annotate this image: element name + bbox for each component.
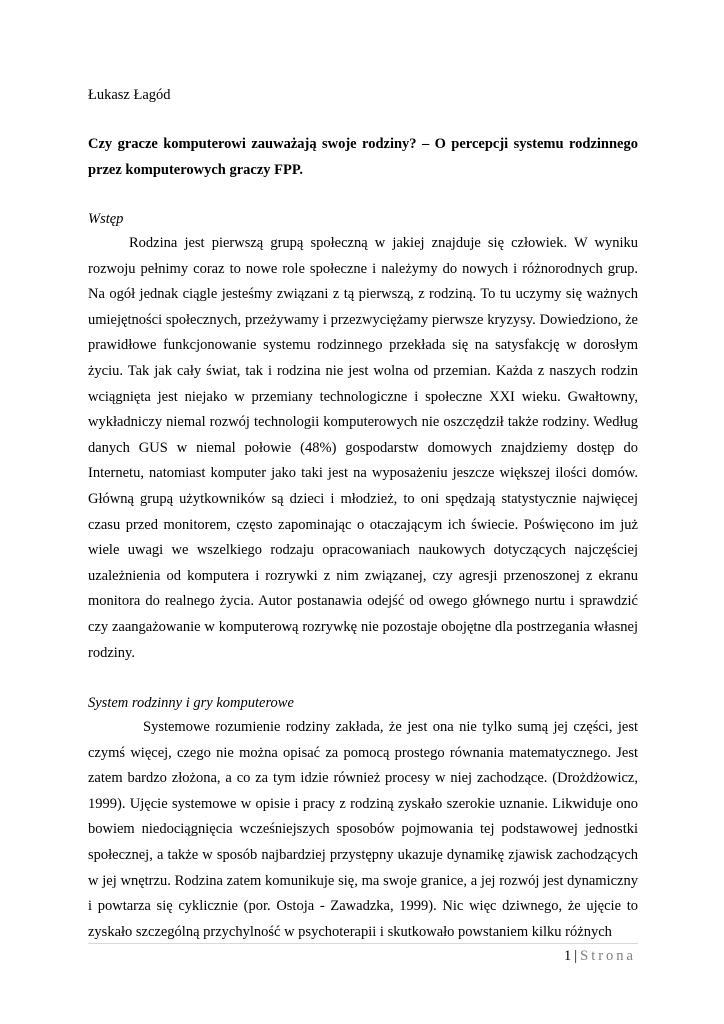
page-content [88,83,638,945]
document-title: Czy gracze komputerowi zauważają swoje rodziny? – O percepcji systemu rodzinnego przez komputerowych graczy FPP. [88,136,638,178]
section-heading-intro: Wstęp [88,211,124,227]
section-paragraph-system: Systemowe rozumienie rodziny zakłada, że jest ona nie tylko sumą jej części, jest czymś więcej, czego nie można opisać za pomocą prostego równania matematycznego. Jest zatem bardzo złożona, a co za tym idzie również procesy w niej zachodzące. (Drożdżowicz, 1999). Ujęcie systemowe w opisie i pracy z rodziną zyskało szerokie uznanie. Likwiduje ono bowiem niedociągnięcia wcześniejszych sposobów pojmowania tej podstawowej jednostki społecznej, a także w sposób najbardziej przystępny ukazuje dynamikę zjawisk zachodzących w jej wnętrzu. Rodzina zatem komunikuje się, ma swoje granice, a jej rozwój jest dynamiczny i powtarza się cyklicznie (por. Ostoja - Zawadzka, 1999). Nic więc dziwnego, że ujęcie to zyskało szczególną przychylność w psychoterapii i skutkowało powstaniem kilku różnych [88,719,638,940]
footer-page-label: Strona [580,948,636,964]
page-number: 1 [563,948,572,964]
page-footer [564,946,636,966]
author-name: Łukasz Łagód [88,87,171,103]
footer-separator: | [574,948,578,964]
footer-divider [88,943,638,944]
section-heading-system: System rodzinny i gry komputerowe [88,695,294,712]
section-paragraph-intro: Rodzina jest pierwszą grupą społeczną w jakiej znajduje się człowiek. W wyniku rozwoju pełnimy coraz to nowe role społeczne i należymy do nowych i różnorodnych grup. Na ogół jednak ciągle jesteśmy związani z tą pierwszą, z rodziną. To tu uczymy się ważnych umiejętności społecznych, przeżywamy i przezwyciężamy pierwsze kryzysy. Dowiedziono, że prawidłowe funkcjonowanie systemu rodzinnego przekłada się na satysfakcję w dorosłym życiu. Tak jak cały świat, tak i rodzina nie jest wolna od przemian. Każda z naszych rodzin wciągnięta jest niejako w przemiany technologiczne i społeczne XXI wieku. Gwałtowny, wykładniczy niemal rozwój technologii komputerowych nie oszczędził także rodziny. Według danych GUS w niemal połowie (48%) gospodarstw domowych znajdziemy dostęp do Internetu, natomiast komputer jako taki jest na wyposażeniu jeszcze większej ilości domów. Główną grupą użytkowników są dzieci i młodzież, to oni spędzają statystycznie najwięcej czasu przed monitorem, często zapominając o otaczającym ich świecie. Poświęcono im już wiele uwagi we wszelkiego rodzaju opracowaniach naukowych dotyczących najczęściej uzależnienia od komputera i rozrywki z nim związanej, czy agresji przenoszonej z ekranu monitora do realnego życia. Autor postanawia odejść od owego głównego nurtu i sprawdzić czy zaangażowanie w komputerową rozrywkę nie pozostaje obojętne dla postrzegania własnej rodziny. [88,235,638,661]
